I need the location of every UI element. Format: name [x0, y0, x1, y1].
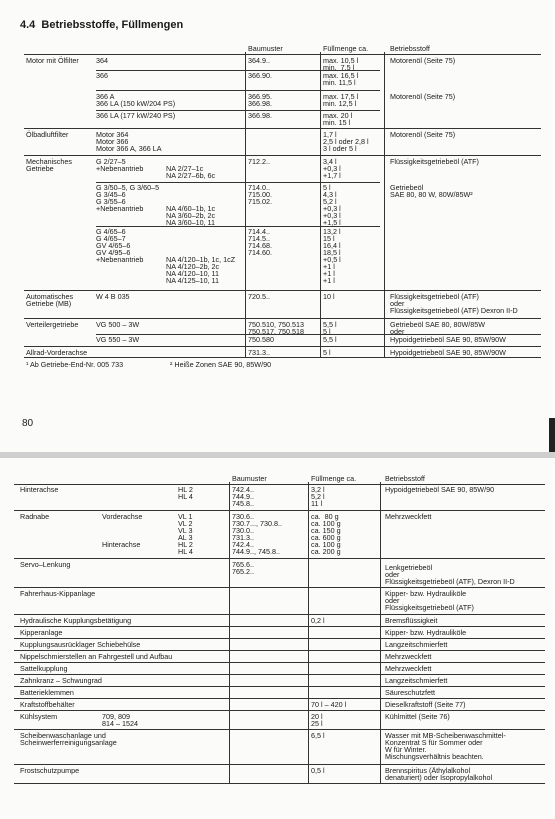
table-cell: Ölbadluftfilter — [26, 130, 69, 139]
table-cell: +1,7 l — [323, 171, 341, 180]
table-cell: G 3/55–6 — [96, 197, 126, 206]
table-cell: NA 4/120–1b, 1c, 1cZ — [166, 255, 236, 264]
table-cell: 0,5 l — [311, 766, 325, 775]
table-cell: Kipperanlage — [20, 628, 63, 637]
column-rule — [245, 52, 246, 357]
table-cell: ca. 600 g — [311, 533, 341, 542]
table-cell: HL 4 — [178, 547, 193, 556]
table-cell: 744.9.. — [232, 492, 254, 501]
table-cell: Nippelschmierstellen an Fahrgestell und Aufbau — [20, 652, 173, 661]
table-cell: 5,5 l — [323, 320, 337, 329]
table-cell: 366 LA (177 kW/240 PS) — [96, 111, 176, 120]
table-cell: 3 l oder 5 l — [323, 144, 357, 153]
manual-page-81 — [0, 458, 555, 819]
table-cell: Lenkgetriebeöl — [385, 563, 433, 572]
table-cell: NA 4/60–1b, 1c — [166, 204, 216, 213]
table-cell: 13,2 l — [323, 227, 341, 236]
table-cell: Mehrzweckfett — [385, 652, 432, 661]
table-cell: NA 2/27–6b, 6c — [166, 171, 216, 180]
table-cell: max. 20 l — [323, 111, 353, 120]
table-cell: 712.2.. — [248, 157, 270, 166]
table-cell: 70 l – 420 l — [311, 700, 347, 709]
table-cell: W für Winter. — [385, 745, 427, 754]
table-cell: 730.7..., 730.8.. — [232, 519, 282, 528]
table-cell: +1,5 l — [323, 218, 341, 227]
column-rule — [384, 52, 385, 357]
table-cell: 750.580 — [248, 335, 274, 344]
table-cell: oder — [385, 570, 400, 579]
table-cell: Langzeitschmierfett — [385, 640, 448, 649]
table-cell: Verteilergetriebe — [26, 320, 79, 329]
table-cell: +1 l — [323, 262, 335, 271]
table-cell: ca. 100 g — [311, 519, 341, 528]
table-cell: Radnabe — [20, 512, 50, 521]
table-rule — [14, 587, 545, 588]
table-rule — [14, 698, 545, 699]
table-cell: Mehrzweckfett — [385, 664, 432, 673]
table-cell: Hinterachse — [20, 485, 59, 494]
table-cell: 750.510, 750.513 — [248, 320, 304, 329]
table-cell: GV 4/65–6 — [96, 241, 131, 250]
table-cell: 765.2.. — [232, 567, 254, 576]
table-cell: Frostschutzpumpe — [20, 766, 80, 775]
table-cell: 715.02. — [248, 197, 272, 206]
table-cell: 15 l — [323, 234, 335, 243]
table-cell: Flüssigkeitsgetriebeöl (ATF) Dexron II-D — [390, 306, 518, 315]
table-cell: +0,5 l — [323, 255, 341, 264]
table-cell: ² Heiße Zonen SAE 90, 85W/90 — [170, 360, 272, 369]
column-rule — [320, 52, 321, 357]
table-cell: ca. 100 g — [311, 540, 341, 549]
table-cell: min. 12,5 l — [323, 99, 357, 108]
table-cell: NA 3/60–10, 11 — [166, 218, 216, 227]
table-cell: 366.98. — [248, 99, 272, 108]
table-cell: 364.9.. — [248, 56, 270, 65]
column-rule — [229, 482, 230, 783]
table-cell: Dieselkraftstoff (Seite 77) — [385, 700, 466, 709]
table-cell: VG 550 – 3W — [96, 335, 140, 344]
table-cell: G 3/50–5, G 3/60–5 — [96, 183, 160, 192]
table-cell: 730.6.. — [232, 512, 254, 521]
table-cell: max. 17,5 l — [323, 92, 359, 101]
table-cell: VL 1 — [178, 512, 193, 521]
table-cell: 720.5.. — [248, 292, 270, 301]
table-cell: max. 16,5 l — [323, 71, 359, 80]
table-cell: 1,7 l — [323, 130, 337, 139]
table-cell: ca. 80 g — [311, 512, 339, 521]
column-rule — [308, 482, 309, 783]
table-cell: 742.4.. — [232, 540, 254, 549]
section-title: 4.4 Betriebsstoffe, Füllmengen — [20, 19, 184, 31]
table-cell: 714.60. — [248, 248, 272, 257]
table-cell: Motorenöl (Seite 75) — [390, 92, 456, 101]
table-cell: 3,4 l — [323, 157, 337, 166]
table-cell: Konzentrat S für Sommer oder — [385, 738, 483, 747]
table-cell: min. 15 l — [323, 118, 351, 127]
table-cell: 5,2 l — [323, 197, 337, 206]
table-cell: denaturiert) oder Isopropylalkohol — [385, 773, 493, 782]
table-cell: 714.0.. — [248, 183, 270, 192]
table-rule — [24, 357, 541, 358]
table-rule — [14, 710, 545, 711]
table-rule — [24, 318, 541, 319]
table-rule — [24, 155, 541, 156]
table-cell: 745.8.. — [232, 499, 254, 508]
table-cell: NA 4/120–10, 11 — [166, 269, 220, 278]
column-header-baumuster: Baumuster — [232, 474, 267, 483]
table-cell: Kipper- bzw. Hydrauliköle — [385, 589, 467, 598]
table-cell: Motorenöl (Seite 75) — [390, 130, 456, 139]
table-cell: Scheinwerferreinigungsanlage — [20, 738, 117, 747]
table-cell: ca. 200 g — [311, 547, 341, 556]
table-cell: oder — [385, 596, 400, 605]
table-cell: 714.68. — [248, 241, 272, 250]
column-header-betriebsstoff: Betriebsstoff — [390, 44, 430, 53]
table-cell: 731.3.. — [232, 533, 254, 542]
table-rule — [14, 650, 545, 651]
table-cell: Kipper- bzw. Hydrauliköle — [385, 628, 467, 637]
table-cell: +Nebenantrieb — [96, 255, 144, 264]
table-cell: 714.4.. — [248, 227, 270, 236]
table-cell: 16,4 l — [323, 241, 341, 250]
table-rule — [96, 90, 380, 91]
table-cell: Getriebeöl SAE 80, 80W/85W — [390, 320, 486, 329]
table-cell: Hydraulische Kupplungsbetätigung — [20, 616, 132, 625]
table-cell: 750.517, 750.518 — [248, 327, 304, 336]
table-cell: SAE 80, 80 W, 80W/85W² — [390, 190, 473, 199]
table-cell: Getriebe — [26, 164, 54, 173]
table-rule — [24, 346, 541, 347]
column-header-fuellmenge: Füllmenge ca. — [311, 474, 357, 483]
table-cell: min. 11,5 l — [323, 78, 356, 87]
table-rule — [14, 783, 545, 784]
table-cell: Mechanisches — [26, 157, 72, 166]
table-cell: Kupplungsausrücklager Schiebehülse — [20, 640, 141, 649]
table-cell: +0,3 l — [323, 211, 341, 220]
table-cell: Kraftstoffbehälter — [20, 700, 75, 709]
table-cell: Zahnkranz – Schwungrad — [20, 676, 102, 685]
table-rule — [14, 674, 545, 675]
table-cell: Motor 364 — [96, 130, 129, 139]
column-rule — [380, 482, 381, 783]
table-cell: +Nebenantrieb — [96, 164, 144, 173]
table-cell: Fahrerhaus-Kippanlage — [20, 589, 96, 598]
table-cell: HL 2 — [178, 540, 193, 549]
table-cell: +0,3 l — [323, 204, 341, 213]
table-cell: G 3/45–6 — [96, 190, 126, 199]
page-edge-shadow — [549, 418, 555, 452]
table-cell: GV 4/95–6 — [96, 248, 131, 257]
table-cell: 366.90. — [248, 71, 272, 80]
table-cell: Motor mit Ölfilter — [26, 56, 79, 65]
table-cell: 366.95. — [248, 92, 272, 101]
table-cell: 4,3 l — [323, 190, 337, 199]
table-cell: 3,2 l — [311, 485, 325, 494]
table-cell: G 2/27–5 — [96, 157, 126, 166]
table-cell: 20 l — [311, 712, 323, 721]
table-rule — [14, 614, 545, 615]
table-rule — [14, 686, 545, 687]
table-cell: G 4/65–7 — [96, 234, 126, 243]
table-cell: NA 2/27–1c — [166, 164, 204, 173]
table-cell: NA 4/125–10, 11 — [166, 276, 220, 285]
table-cell: Brennspiritus (Äthylalkohol — [385, 766, 471, 775]
table-cell: 366 — [96, 71, 108, 80]
table-cell: Mehrzweckfett — [385, 512, 432, 521]
table-cell: Flüssigkeitsgetriebeöl (ATF), Dexron II-D — [385, 577, 515, 586]
table-cell: Mischungsverhältnis beachten. — [385, 752, 484, 761]
table-cell: +1 l — [323, 269, 335, 278]
table-cell: 715.00. — [248, 190, 272, 199]
table-cell: +1 l — [323, 276, 335, 285]
table-cell: 765.6.. — [232, 560, 254, 569]
table-cell: HL 2 — [178, 485, 193, 494]
table-cell: Getriebe (MB) — [26, 299, 72, 308]
table-cell: NA 4/120–2b, 2c — [166, 262, 220, 271]
table-cell: VL 3 — [178, 526, 193, 535]
table-cell: oder — [390, 299, 405, 308]
table-cell: VL 2 — [178, 519, 193, 528]
table-cell: ¹ Ab Getriebe-End-Nr. 005 733 — [26, 360, 124, 369]
table-cell: G 4/65–6 — [96, 227, 126, 236]
table-cell: Getriebeöl — [390, 183, 424, 192]
table-cell: 5 l — [323, 183, 331, 192]
table-cell: 366.98. — [248, 111, 272, 120]
table-cell: 5,2 l — [311, 492, 325, 501]
table-cell: Langzeitschmierfett — [385, 676, 448, 685]
table-cell: Motor 366 A, 366 LA — [96, 144, 162, 153]
table-cell: +0,3 l — [323, 164, 341, 173]
table-rule — [14, 662, 545, 663]
page-number: 80 — [22, 418, 34, 429]
table-cell: 25 l — [311, 719, 323, 728]
table-rule — [14, 626, 545, 627]
table-cell: 5 l — [323, 348, 331, 357]
table-cell: oder — [390, 327, 405, 336]
table-cell: Motorenöl (Seite 75) — [390, 56, 456, 65]
table-cell: Allrad-Vorderachse — [26, 348, 88, 357]
table-cell: Säureschutzfett — [385, 688, 435, 697]
table-cell: NA 3/60–2b, 2c — [166, 211, 216, 220]
column-header-betriebsstoff: Betriebsstoff — [385, 474, 425, 483]
column-header-fuellmenge: Füllmenge ca. — [323, 44, 369, 53]
table-cell: 709, 809 — [102, 712, 130, 721]
table-cell: Kühlmittel (Seite 76) — [385, 712, 450, 721]
table-cell: min. 7,5 l — [323, 63, 355, 72]
table-cell: 0,2 l — [311, 616, 325, 625]
table-cell: Scheibenwaschanlage und — [20, 731, 106, 740]
table-cell: Vorderachse — [102, 512, 143, 521]
table-rule — [14, 764, 545, 765]
table-rule — [14, 510, 545, 511]
table-cell: Hypoidgetriebeöl SAE 90, 85W/90W — [390, 335, 506, 344]
table-cell: 744.9.., 745.8.. — [232, 547, 280, 556]
table-cell: Hypoidgetriebeöl SAE 90, 85W/90 — [385, 485, 495, 494]
table-cell: 366 A — [96, 92, 115, 101]
table-cell: 742.4.. — [232, 485, 254, 494]
table-cell: 18,5 l — [323, 248, 341, 257]
table-cell: W 4 B 035 — [96, 292, 130, 301]
table-cell: Sattelkupplung — [20, 664, 68, 673]
table-cell: 714.5.. — [248, 234, 270, 243]
column-header-baumuster: Baumuster — [248, 44, 283, 53]
table-cell: Flüssigkeitsgetriebeöl (ATF) — [385, 603, 474, 612]
table-cell: 5,5 l — [323, 335, 337, 344]
table-cell: AL 3 — [178, 533, 193, 542]
table-rule — [14, 729, 545, 730]
table-rule — [24, 128, 541, 129]
table-rule — [14, 558, 545, 559]
table-cell: Flüssigkeitsgetriebeöl (ATF) — [390, 292, 479, 301]
table-cell: 6,5 l — [311, 731, 325, 740]
table-cell: 364 — [96, 56, 108, 65]
table-cell: Wasser mit MB-Scheibenwaschmittel- — [385, 731, 506, 740]
table-cell: 5 l — [323, 327, 331, 336]
table-cell: VG 500 – 3W — [96, 320, 140, 329]
table-cell: 730.0.. — [232, 526, 254, 535]
table-cell: +Nebenantrieb — [96, 204, 144, 213]
table-cell: HL 4 — [178, 492, 193, 501]
table-cell: 10 l — [323, 292, 335, 301]
table-rule — [24, 290, 541, 291]
table-cell: Hinterachse — [102, 540, 141, 549]
table-cell: Hypoidgetriebeöl SAE 90, 85W/90W — [390, 348, 506, 357]
table-cell: Kühlsystem — [20, 712, 58, 721]
table-rule — [24, 54, 541, 55]
table-cell: 814 – 1524 — [102, 719, 138, 728]
table-cell: Batterieklemmen — [20, 688, 74, 697]
table-cell: 366 LA (150 kW/204 PS) — [96, 99, 176, 108]
table-cell: 2,5 l oder 2,8 l — [323, 137, 369, 146]
table-rule — [14, 638, 545, 639]
table-cell: max. 10,5 l — [323, 56, 359, 65]
table-cell: 731.3.. — [248, 348, 270, 357]
table-cell: Automatisches — [26, 292, 74, 301]
table-cell: ca. 150 g — [311, 526, 341, 535]
table-cell: Servo–Lenkung — [20, 560, 71, 569]
table-cell: Bremsflüssigkeit — [385, 616, 438, 625]
table-cell: Motor 366 — [96, 137, 129, 146]
table-cell: Flüssigkeitsgetriebeöl (ATF) — [390, 157, 479, 166]
table-cell: 11 l — [311, 499, 323, 508]
